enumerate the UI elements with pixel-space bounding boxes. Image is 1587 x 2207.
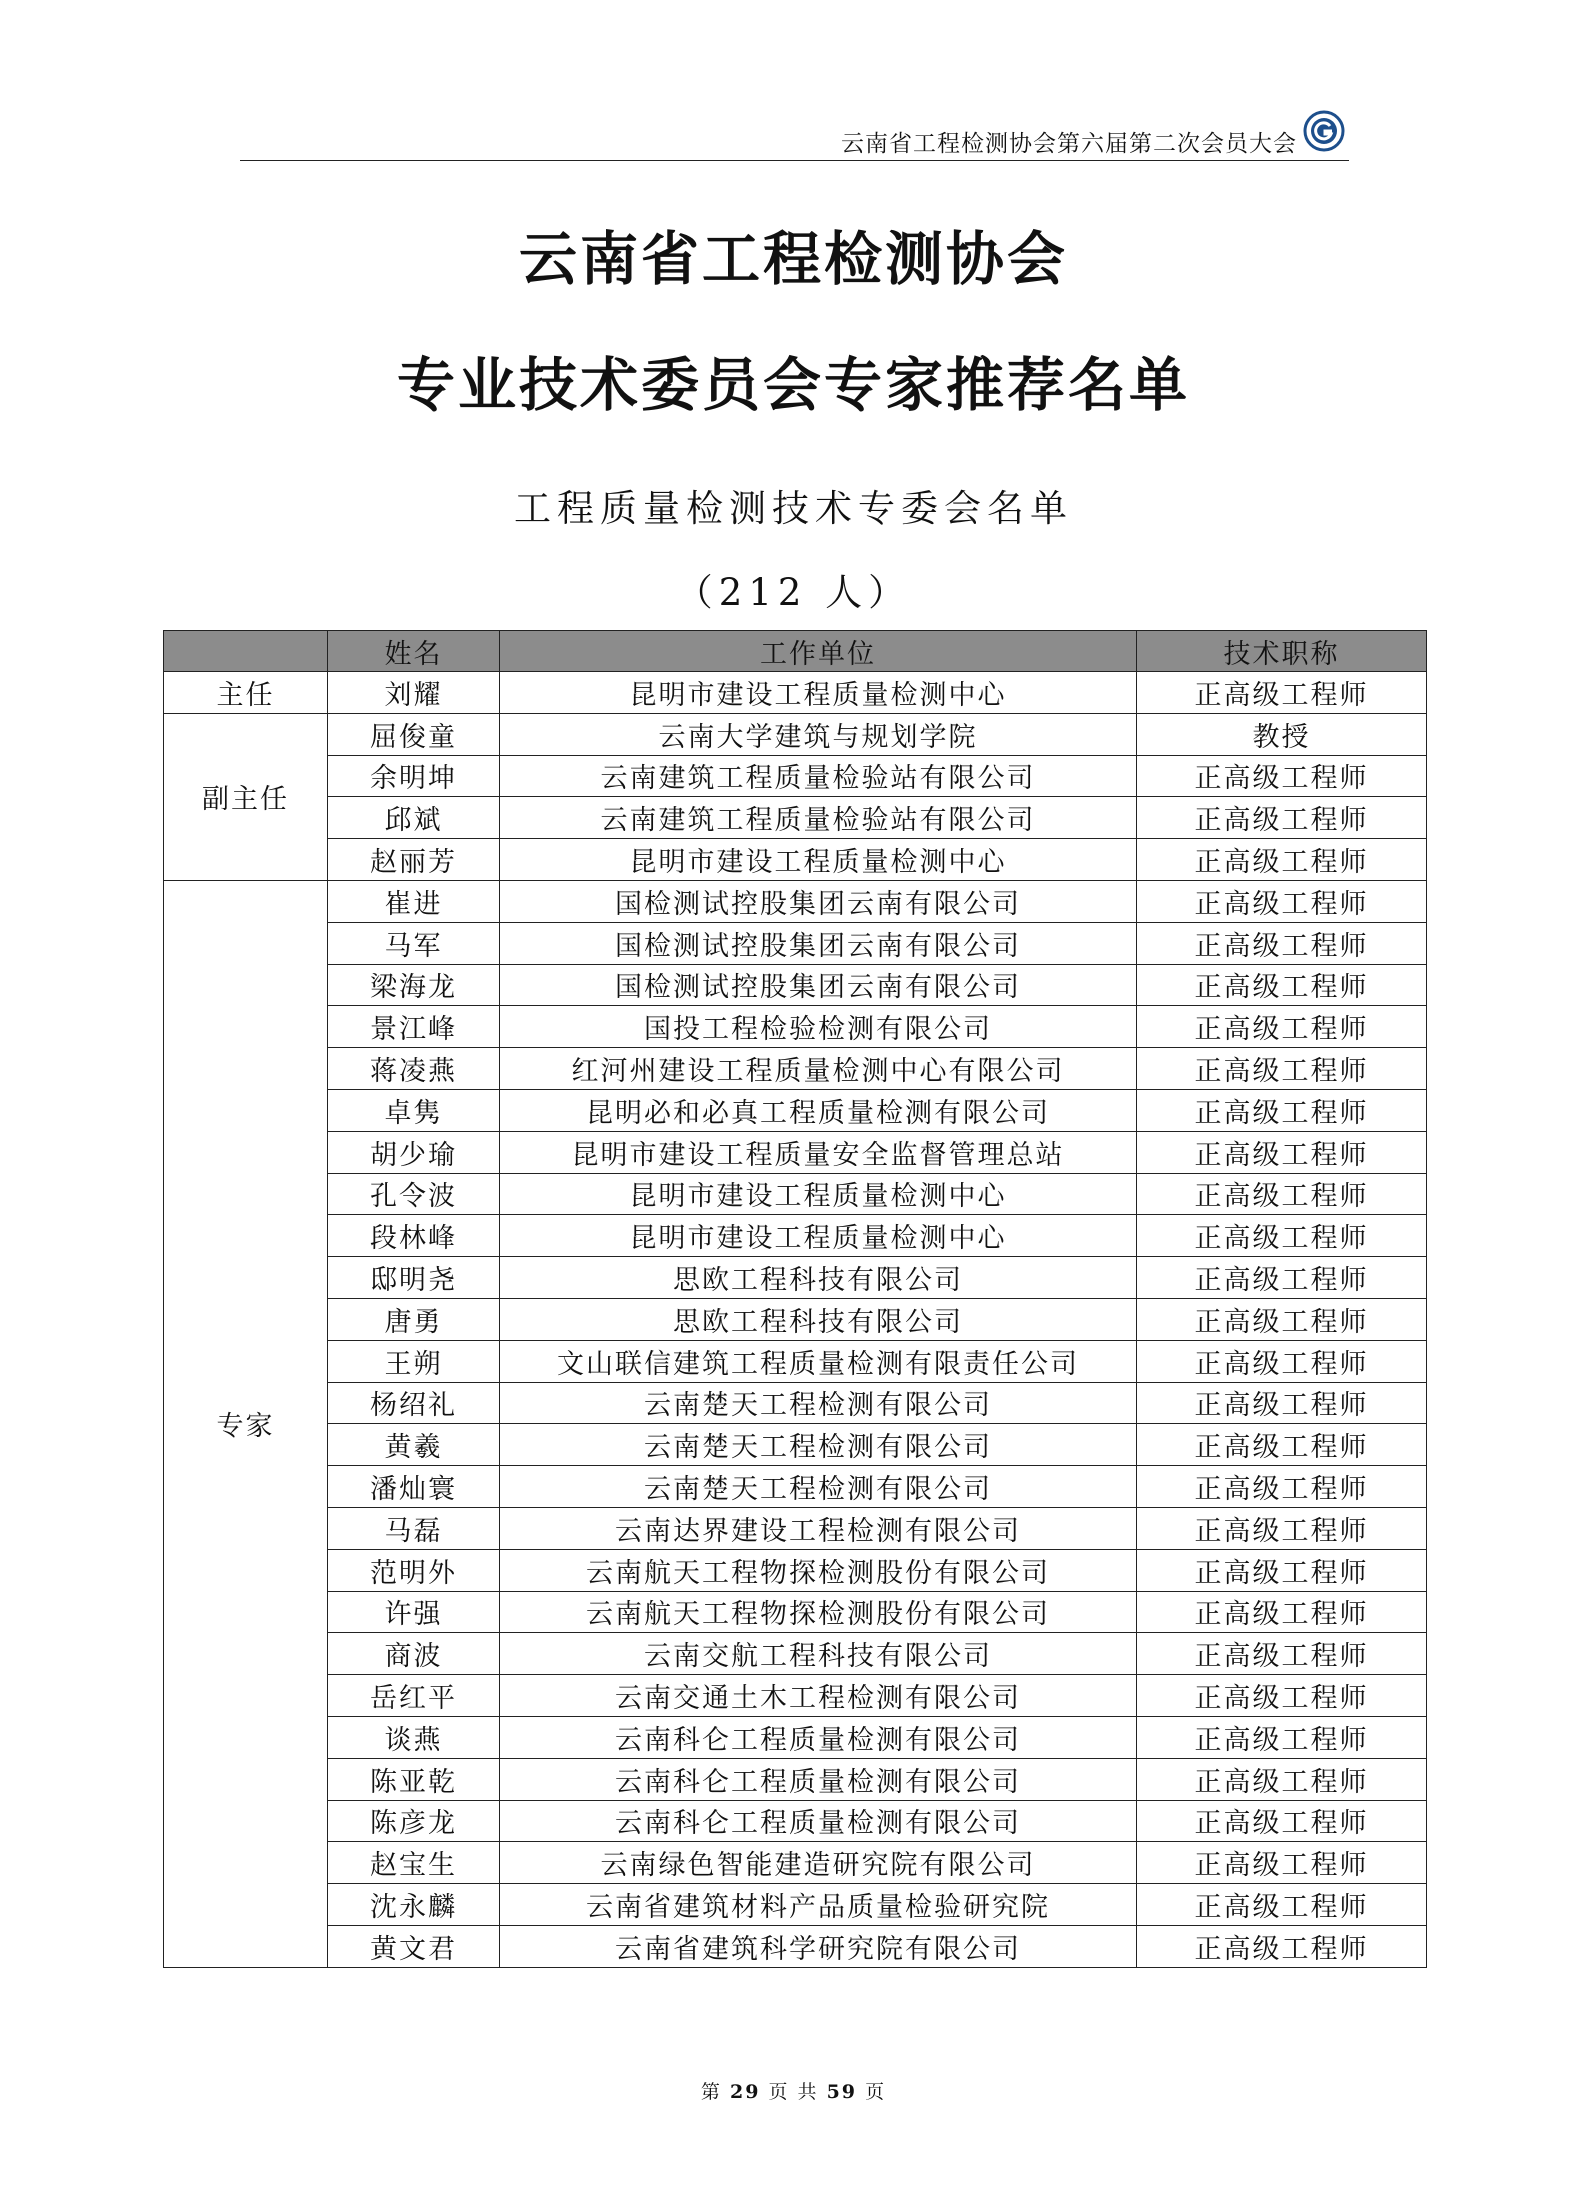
footer-total-pages: 59 (826, 2081, 858, 2103)
table-row (164, 922, 1427, 964)
name-cell: 杨绍礼 (328, 1382, 500, 1424)
title-cell: 正高级工程师 (1137, 1131, 1427, 1173)
role-cell: 专家 (164, 880, 328, 1967)
table-row (164, 713, 1427, 755)
page-title-line1: 云南省工程检测协会 (518, 225, 1068, 293)
title-cell: 正高级工程师 (1137, 1507, 1427, 1549)
role-cell: 副主任 (164, 713, 328, 880)
name-cell: 赵丽芳 (328, 839, 500, 881)
name-cell: 胡少瑜 (328, 1131, 500, 1173)
organization-cell: 国投工程检验检测有限公司 (500, 1006, 1137, 1048)
footer-prefix: 第 (700, 2081, 722, 2103)
organization-cell: 云南科仑工程质量检测有限公司 (500, 1800, 1137, 1842)
name-cell: 沈永麟 (328, 1884, 500, 1926)
title-cell: 正高级工程师 (1137, 1925, 1427, 1967)
association-logo-icon (1303, 110, 1345, 152)
title-cell: 正高级工程师 (1137, 672, 1427, 714)
footer-current-page: 29 (729, 2081, 761, 2103)
table-row (164, 1591, 1427, 1633)
header-role (164, 631, 328, 672)
title-cell: 正高级工程师 (1137, 1842, 1427, 1884)
footer-middle: 页 共 (768, 2081, 819, 2103)
title-cell: 正高级工程师 (1137, 839, 1427, 881)
name-cell: 陈彦龙 (328, 1800, 500, 1842)
title-cell: 正高级工程师 (1137, 1257, 1427, 1299)
name-cell: 孔令波 (328, 1173, 500, 1215)
organization-cell: 云南建筑工程质量检验站有限公司 (500, 755, 1137, 797)
table-row (164, 1173, 1427, 1215)
organization-cell: 昆明市建设工程质量安全监督管理总站 (500, 1131, 1137, 1173)
header-title: 技术职称 (1137, 631, 1427, 672)
organization-cell: 云南楚天工程检测有限公司 (500, 1382, 1137, 1424)
name-cell: 许强 (328, 1591, 500, 1633)
name-cell: 赵宝生 (328, 1842, 500, 1884)
organization-cell: 云南达界建设工程检测有限公司 (500, 1507, 1137, 1549)
organization-cell: 昆明市建设工程质量检测中心 (500, 839, 1137, 881)
organization-cell: 国检测试控股集团云南有限公司 (500, 880, 1137, 922)
table-row (164, 964, 1427, 1006)
table-row (164, 797, 1427, 839)
header-organization: 工作单位 (500, 631, 1137, 672)
name-cell: 段林峰 (328, 1215, 500, 1257)
title-cell: 正高级工程师 (1137, 1048, 1427, 1090)
name-cell: 蒋凌燕 (328, 1048, 500, 1090)
title-cell: 正高级工程师 (1137, 1466, 1427, 1508)
organization-cell: 云南绿色智能建造研究院有限公司 (500, 1842, 1137, 1884)
name-cell: 岳红平 (328, 1675, 500, 1717)
title-cell: 正高级工程师 (1137, 1298, 1427, 1340)
table-row (164, 1549, 1427, 1591)
table-row (164, 755, 1427, 797)
table-row (164, 1215, 1427, 1257)
header-title: 云南省工程检测协会第六届第二次会员大会 (841, 131, 1297, 157)
organization-cell: 红河州建设工程质量检测中心有限公司 (500, 1048, 1137, 1090)
title-cell: 正高级工程师 (1137, 797, 1427, 839)
table-row (164, 1382, 1427, 1424)
title-cell: 正高级工程师 (1137, 1675, 1427, 1717)
organization-cell: 昆明必和必真工程质量检测有限公司 (500, 1089, 1137, 1131)
title-cell: 正高级工程师 (1137, 1758, 1427, 1800)
organization-cell: 国检测试控股集团云南有限公司 (500, 922, 1137, 964)
name-cell: 邸明尧 (328, 1257, 500, 1299)
expert-table (163, 630, 1427, 1968)
organization-cell: 文山联信建筑工程质量检测有限责任公司 (500, 1340, 1137, 1382)
organization-cell: 昆明市建设工程质量检测中心 (500, 1215, 1137, 1257)
title-cell: 正高级工程师 (1137, 1089, 1427, 1131)
table-row (164, 1048, 1427, 1090)
title-cell: 正高级工程师 (1137, 755, 1427, 797)
title-cell: 正高级工程师 (1137, 1006, 1427, 1048)
title-cell: 正高级工程师 (1137, 1884, 1427, 1926)
organization-cell: 国检测试控股集团云南有限公司 (500, 964, 1137, 1006)
organization-cell: 云南交通土木工程检测有限公司 (500, 1675, 1137, 1717)
table-row (164, 1257, 1427, 1299)
page-title-line2: 专业技术委员会专家推荐名单 (396, 351, 1190, 419)
title-cell: 教授 (1137, 713, 1427, 755)
role-cell: 主任 (164, 672, 328, 714)
organization-cell: 云南科仑工程质量检测有限公司 (500, 1758, 1137, 1800)
page-footer (0, 2077, 1587, 2104)
table-row (164, 1298, 1427, 1340)
table-row (164, 672, 1427, 714)
table-body (164, 672, 1427, 1968)
table-row (164, 1675, 1427, 1717)
table-row (164, 1925, 1427, 1967)
organization-cell: 云南楚天工程检测有限公司 (500, 1424, 1137, 1466)
organization-cell: 云南大学建筑与规划学院 (500, 713, 1137, 755)
title-cell: 正高级工程师 (1137, 964, 1427, 1006)
name-cell: 陈亚乾 (328, 1758, 500, 1800)
name-cell: 王朔 (328, 1340, 500, 1382)
organization-cell: 云南省建筑科学研究院有限公司 (500, 1925, 1137, 1967)
title-cell: 正高级工程师 (1137, 1340, 1427, 1382)
title-cell: 正高级工程师 (1137, 1591, 1427, 1633)
title-cell: 正高级工程师 (1137, 1382, 1427, 1424)
subtitle-count: （212 人） (675, 571, 912, 614)
organization-cell: 思欧工程科技有限公司 (500, 1298, 1137, 1340)
title-cell: 正高级工程师 (1137, 880, 1427, 922)
title-cell: 正高级工程师 (1137, 1424, 1427, 1466)
name-cell: 梁海龙 (328, 964, 500, 1006)
name-cell: 马磊 (328, 1507, 500, 1549)
name-cell: 崔进 (328, 880, 500, 922)
name-cell: 黄文君 (328, 1925, 500, 1967)
organization-cell: 云南航天工程物探检测股份有限公司 (500, 1591, 1137, 1633)
subtitle-committee: 工程质量检测技术专委会名单 (514, 487, 1073, 530)
name-cell: 商波 (328, 1633, 500, 1675)
name-cell: 潘灿寰 (328, 1466, 500, 1508)
name-cell: 刘耀 (328, 672, 500, 714)
title-cell: 正高级工程师 (1137, 1716, 1427, 1758)
organization-cell: 云南科仑工程质量检测有限公司 (500, 1716, 1137, 1758)
table-row (164, 1006, 1427, 1048)
table-row (164, 1089, 1427, 1131)
organization-cell: 云南建筑工程质量检验站有限公司 (500, 797, 1137, 839)
name-cell: 范明外 (328, 1549, 500, 1591)
title-cell: 正高级工程师 (1137, 1173, 1427, 1215)
table-row (164, 839, 1427, 881)
header-name: 姓名 (328, 631, 500, 672)
name-cell: 黄羲 (328, 1424, 500, 1466)
title-cell: 正高级工程师 (1137, 1800, 1427, 1842)
table-row (164, 1633, 1427, 1675)
organization-cell: 云南楚天工程检测有限公司 (500, 1466, 1137, 1508)
name-cell: 余明坤 (328, 755, 500, 797)
title-cell: 正高级工程师 (1137, 1549, 1427, 1591)
organization-cell: 云南交航工程科技有限公司 (500, 1633, 1137, 1675)
table-row (164, 1758, 1427, 1800)
organization-cell: 思欧工程科技有限公司 (500, 1257, 1137, 1299)
table-row (164, 1466, 1427, 1508)
table-row (164, 1340, 1427, 1382)
title-cell: 正高级工程师 (1137, 1633, 1427, 1675)
table-row (164, 1716, 1427, 1758)
footer-suffix: 页 (865, 2081, 887, 2103)
table-row (164, 1131, 1427, 1173)
title-cell: 正高级工程师 (1137, 922, 1427, 964)
table-row (164, 1800, 1427, 1842)
table-row (164, 880, 1427, 922)
table-row (164, 1507, 1427, 1549)
table-row (164, 1842, 1427, 1884)
name-cell: 唐勇 (328, 1298, 500, 1340)
name-cell: 马军 (328, 922, 500, 964)
organization-cell: 昆明市建设工程质量检测中心 (500, 1173, 1137, 1215)
table-row (164, 1884, 1427, 1926)
table-header-row (164, 631, 1427, 672)
title-cell: 正高级工程师 (1137, 1215, 1427, 1257)
organization-cell: 云南省建筑材料产品质量检验研究院 (500, 1884, 1137, 1926)
name-cell: 屈俊童 (328, 713, 500, 755)
organization-cell: 云南航天工程物探检测股份有限公司 (500, 1549, 1137, 1591)
name-cell: 景江峰 (328, 1006, 500, 1048)
organization-cell: 昆明市建设工程质量检测中心 (500, 672, 1137, 714)
name-cell: 邱斌 (328, 797, 500, 839)
header-divider (240, 160, 1349, 161)
name-cell: 卓隽 (328, 1089, 500, 1131)
name-cell: 谈燕 (328, 1716, 500, 1758)
table-row (164, 1424, 1427, 1466)
